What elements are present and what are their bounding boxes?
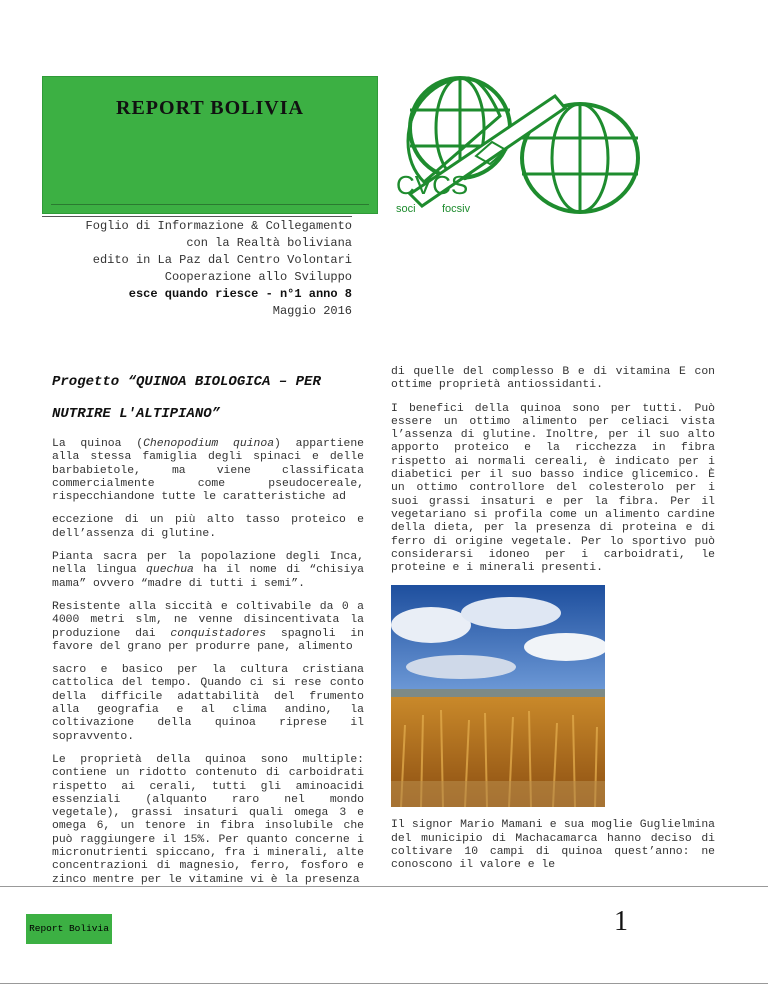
paragraph: La quinoa (Chenopodium quinoa) appartiene alla stessa famiglia degli spinaci e delle barbabietole, ma viene classificata commercialmente come pseudocereale, rispecchiandone tutte le caratteristiche ad	[52, 438, 364, 504]
masthead-rule	[42, 216, 352, 217]
masthead-line: Foglio di Informazione & Collegamento	[85, 219, 352, 233]
headline-line-1: Progetto “QUINOA BIOLOGICA – PER	[52, 374, 321, 390]
paragraph: Il signor Mario Mamani e sua moglie Guglielmina del municipio di Machacamarca hanno deciso di coltivare 10 campi di quinoa quest’anno: ne conoscono il valore e le	[391, 819, 715, 872]
masthead-line: Cooperazione allo Sviluppo	[164, 270, 352, 284]
banner-rule	[51, 204, 369, 205]
article-column-right	[391, 366, 715, 883]
paragraph: I benefici della quinoa sono per tutti. Può essere un ottimo alimento per celiaci vista l’assenza di glutine. Inoltre, per il suo alto apporto proteico e la ricchezza in fibra rispetto ai normali cereali, è indicato per i diabetici per il suo basso indice glicemico. È un ottimo controllore del colesterolo per i suoi grassi insaturi e per la fibra. Per il vegetariano si profila come un alimento cardine della dieta, per la presenza di proteina e di ferro di origine vegetale. Per lo sportivo può considerarsi idoneo per i carboidrati, le proteine e i minerali presenti.	[391, 402, 715, 575]
masthead-date: Maggio 2016	[272, 304, 352, 318]
paragraph: Le proprietà della quinoa sono multiple: contiene un ridotto contenuto di carboidrati rispetto ai cerali, tutti gli aminoacidi essenziali (alquanto raro nel mondo vegetale), grassi insaturi quali omega 3 e omega 6, un tenore in fibra insolubile che può raggiungere il 15%. Per quanto concerne i micronutrienti spiccano, fra i minerali, alte concentrazioni di magnesio, ferro, fosforo e zinco mentre per le vitamine vi è la presenza	[52, 753, 364, 886]
cvcs-logo	[380, 66, 740, 216]
masthead-line: edito in La Paz dal Centro Volontari	[92, 253, 352, 267]
masthead	[42, 218, 352, 320]
article-headline	[52, 366, 364, 430]
title-banner	[42, 76, 378, 214]
footer-frame	[0, 886, 768, 984]
paragraph: Pianta sacra per la popolazione degli Inca, nella lingua quechua ha il nome di “chisiya mama” ovvero “madre di tutti i semi”.	[52, 551, 364, 590]
paragraph: eccezione di un più alto tasso proteico e dell’assenza di glutine.	[52, 514, 364, 540]
masthead-line: con la Realtà boliviana	[186, 236, 352, 250]
page-number: 1	[614, 906, 628, 937]
footer-tag: Report Bolivia	[26, 914, 112, 944]
logo-name: CVCS	[396, 170, 469, 200]
article-column-left	[52, 366, 364, 897]
banner-title: REPORT BOLIVIA	[116, 97, 304, 119]
paragraph: Resistente alla siccità e coltivabile da 0 a 4000 metri slm, ne venne disincentivata la produzione dai conquistadores spagnoli in favore del grano per produrre pane, alimento	[52, 600, 364, 653]
masthead-issue: esce quando riesce - n°1 anno 8	[128, 287, 352, 301]
paragraph: di quelle del complesso B e di vitamina E con ottime proprietà antiossidanti.	[391, 366, 715, 392]
headline-line-2: NUTRIRE L'ALTIPIANO”	[52, 406, 221, 422]
logo-sub-left: soci	[396, 203, 416, 215]
logo-sub-right: focsiv	[442, 203, 471, 215]
paragraph: sacro e basico per la cultura cristiana cattolica del tempo. Quando ci si rese conto della difficile adattabilità del frumento alla geografia e al clima andino, la coltivazione della quinoa riprese il sopravvento.	[52, 664, 364, 743]
quinoa-field-photo	[391, 585, 605, 807]
